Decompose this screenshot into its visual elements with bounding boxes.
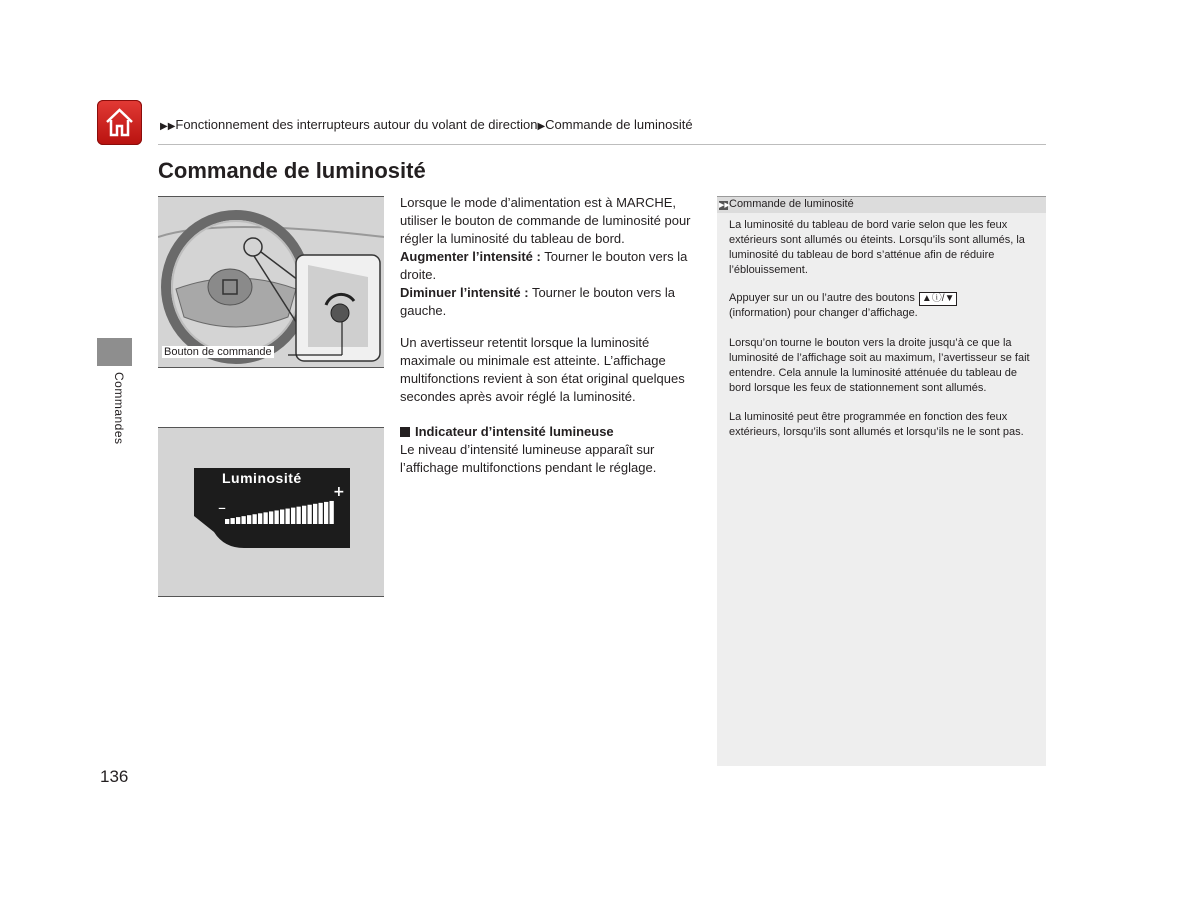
brightness-display-drawing [158, 428, 384, 596]
section-square-icon [400, 427, 410, 437]
increase-instruction [400, 248, 700, 284]
side-note-header [717, 196, 1046, 213]
steering-wheel-drawing [158, 197, 384, 367]
breadcrumb-arrow-icon: ▶ [537, 121, 546, 132]
home-icon [103, 106, 136, 139]
section-tab [97, 338, 132, 366]
header-divider [158, 144, 1046, 145]
increase-text: Tourner le bouton vers la droite. [400, 249, 688, 282]
indicator-paragraph: Le niveau d’intensité lumineuse apparaît sur l’affichage multifonctions pendant le réglage. [400, 442, 657, 475]
side-note-text: Appuyer sur un ou l’autre des boutons [729, 292, 915, 304]
info-buttons-icon: ▲ⓘ/▼ [919, 292, 958, 306]
brightness-bar [269, 511, 273, 524]
decrease-label: Diminuer l’intensité : [400, 285, 529, 300]
brightness-bar [319, 503, 323, 524]
brightness-bar [225, 519, 229, 524]
side-note-title: Commande de luminosité [729, 198, 854, 210]
side-note-paragraph [729, 291, 1039, 321]
svg-text:+: + [333, 484, 345, 500]
brightness-bar [308, 505, 312, 524]
brightness-bar [286, 509, 290, 524]
breadcrumb-item[interactable]: Commande de luminosité [545, 117, 693, 132]
page-number: 136 [100, 767, 129, 786]
breadcrumb-item[interactable]: Fonctionnement des interrupteurs autour du volant de direction [175, 117, 538, 132]
brightness-bar [313, 504, 317, 524]
brightness-bar [275, 510, 279, 524]
subheading-text: Indicateur d’intensité lumineuse [415, 424, 614, 439]
brightness-bar [264, 512, 268, 524]
decrease-instruction [400, 284, 700, 320]
brightness-bar [291, 508, 295, 524]
decrease-text: Tourner le bouton vers la gauche. [400, 285, 676, 318]
subheading [400, 423, 700, 441]
brightness-bar [258, 513, 262, 524]
breadcrumb-arrow-icon: ▶▶ [160, 121, 176, 132]
increase-label: Augmenter l’intensité : [400, 249, 541, 264]
side-note [717, 196, 1046, 766]
warning-paragraph: Un avertisseur retentit lorsque la luminosité maximale ou minimale est atteinte. L’affichage multifonctions revient à son état original quelques secondes après avoir réglé la luminosité. [400, 335, 685, 404]
brightness-bar [280, 510, 284, 525]
brightness-bar [302, 506, 306, 524]
indicator-section [400, 423, 700, 477]
home-button[interactable] [97, 100, 142, 145]
side-note-paragraph: Lorsqu’on tourne le bouton vers la droite jusqu’à ce que la luminosité de l’affichage soit au maximum, l’avertisseur se fait entendre. Cela annule la luminosité atténuée du tableau de bord lorsque les feux de stationnement sont allumés. [729, 337, 1030, 394]
brightness-bar [242, 516, 246, 524]
side-note-text: (information) pour changer d’affichage. [729, 307, 918, 319]
sidebar-marker-icon: ▶▶ [719, 202, 730, 209]
display-title: Luminosité [222, 470, 302, 486]
brightness-bar [253, 514, 257, 524]
brightness-bar [297, 507, 301, 524]
brightness-bar [330, 501, 334, 524]
section-label: Commandes [112, 372, 126, 445]
brightness-bar [236, 517, 240, 524]
steering-wheel-illustration [158, 196, 384, 368]
brightness-bar [231, 518, 235, 524]
brightness-bar [324, 502, 328, 524]
figure-label: Bouton de commande [164, 346, 272, 358]
brightness-bar [247, 515, 251, 524]
svg-text:–: – [218, 498, 226, 517]
page-title: Commande de luminosité [158, 158, 426, 183]
intro-text-block [400, 194, 700, 320]
side-note-paragraph: La luminosité du tableau de bord varie selon que les feux extérieurs sont allumés ou éteints. Lorsqu’ils sont allumés, la luminosité du tableau de bord s’atténue afin de réduire l’éblouissement. [729, 219, 1025, 276]
intro-paragraph: Lorsque le mode d’alimentation est à MARCHE, utiliser le bouton de commande de luminosité pour régler la luminosité du tableau de bord. [400, 195, 691, 246]
side-note-paragraph: La luminosité peut être programmée en fonction des feux extérieurs, lorsqu’ils sont allumés et lorsqu’ils ne le sont pas. [729, 411, 1024, 438]
breadcrumb [160, 117, 693, 132]
brightness-display-illustration [158, 427, 384, 597]
